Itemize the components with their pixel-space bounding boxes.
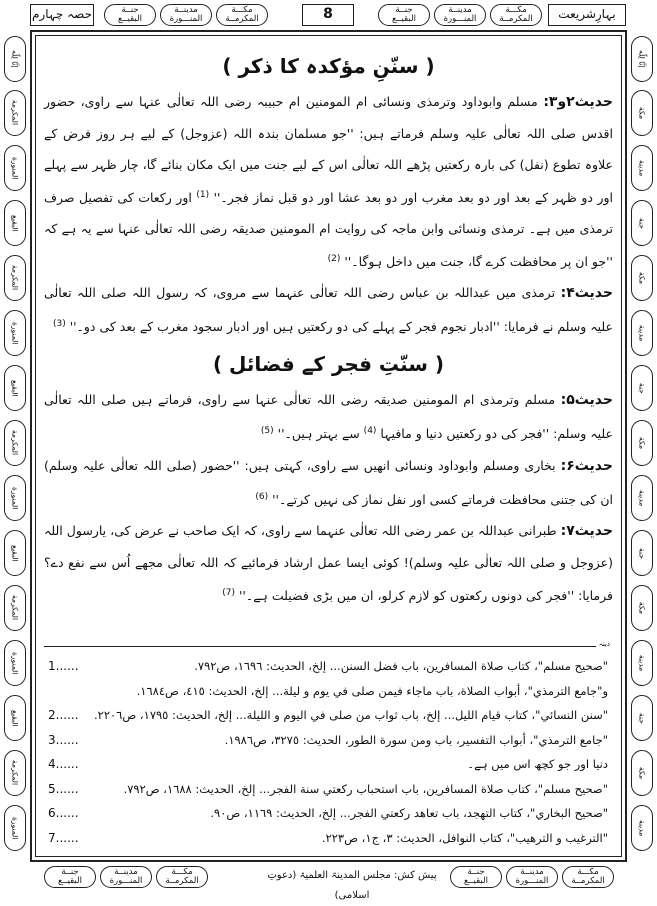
hadith-label: حدیث۲و۳: [543, 94, 613, 110]
side-badge-right-7: جنة [631, 365, 653, 411]
footnote-text: "صحيح مسلم"، كتاب صلاة المسافرين، باب استحباب ركعتي سنة الفجر... إلخ، الحديث: ١٦٨٨، ص٧٩٢. [123, 781, 608, 796]
footer-badge-baqi: جنــة البقيــع [44, 866, 96, 888]
footer-badge-baqi-2: جنــة البقيــع [450, 866, 502, 888]
footnote-text: "صحيح مسلم"، كتاب صلاة المسافرين، باب فضل السنن... إلخ، الحديث: ١٦٩٦، ص٧٩٢. [194, 659, 608, 673]
side-badge-left-3: المنورة [4, 145, 26, 191]
side-badge-left-4: البقيع [4, 200, 26, 246]
footnote-item [48, 778, 608, 803]
footnote-divider [44, 646, 613, 647]
badge-makka: مكـــة المكرمــة [216, 4, 268, 26]
footnote-ref[interactable]: (4) [363, 426, 377, 437]
footer-badge-makka: مكـــة المكرمــة [156, 866, 208, 888]
footer-badge-makka-2: مكـــة المكرمــة [562, 866, 614, 888]
side-badge-left-7: البقيع [4, 365, 26, 411]
side-badge-right-10: جنة [631, 530, 653, 576]
side-badge-left-15: المنورة [4, 805, 26, 851]
badge-madina-2: مدينــة المنـــورة [434, 4, 486, 26]
footnote-ref[interactable]: (6) [255, 491, 269, 502]
side-badge-left-5: المكرمة [4, 255, 26, 301]
hadith-text-continued: سے بہتر ہیں۔'' [277, 426, 360, 442]
footnote-ref[interactable]: (2) [327, 254, 341, 265]
hadith-2-3 [44, 86, 613, 277]
footnote-item [48, 802, 608, 827]
footnote-marker: دینہ [596, 640, 613, 648]
footnote-ref[interactable]: (5) [260, 426, 274, 437]
footnote-text: "صحيح البخاري"، كتاب التهجد، باب تعاهد ركعتي الفجر... إلخ، الحديث: ١١٦٩، ص٩٠. [210, 806, 608, 820]
footnote-text: و"جامع الترمذي"، أبواب الصلاة، باب ماجاء فيمن صلى في يوم و ليلة... إلخ، الحديث: ٤١٥، ص١٦٨٤. [136, 683, 608, 698]
footnotes-list [48, 655, 608, 851]
badge-madina: مدينــة المنـــورة [160, 4, 212, 26]
hadith-text-continued: اور رکعات کی تفصیل صرف ترمذی میں ہے۔ ترمذی ونسائی وابن ماجہ کی روایت ام المومنین صدیقہ رضی اللہ تعالٰی عنہا سے یہ ہے کہ ''جو ان پر محافظت کرے گا، جنت میں داخل ہوگا۔'' [44, 190, 613, 270]
hadith-6 [44, 450, 613, 515]
footnote-number: 6...... [48, 806, 79, 820]
page-number: 8 [302, 4, 354, 26]
hadith-label: حدیث۴: [560, 285, 613, 302]
footnote-ref[interactable]: (7) [222, 587, 236, 598]
footnote-item [48, 704, 608, 729]
side-badge-left-1: إنَّا لِلّٰه [4, 36, 26, 82]
hadith-text: مسلم وترمذی ام المومنین صدیقہ رضی اللہ تعالٰی عنہا سے راوی، فرماتے ہیں صلی اللہ تعالٰی علیہ وسلم: ''فجر کی دو رکعتیں دنیا و مافیہا [44, 392, 613, 442]
header-bar [0, 3, 657, 27]
side-badge-right-15: مدينة [631, 805, 653, 851]
side-badge-left-10: البقيع [4, 530, 26, 576]
footnote-text: "جامع الترمذي"، أبواب التفسير، باب ومن سورة الطور، الحديث: ٣٢٧٥، ص١٩٨٦. [224, 732, 608, 747]
side-badge-right-5: مكة [631, 255, 653, 301]
footnote-number: 4...... [48, 757, 79, 771]
part-label: حصہ چہارم [30, 4, 94, 26]
footnote-item [48, 655, 608, 680]
badge-baqi: جنــة البقيــع [104, 4, 156, 26]
footer-badge-madina-2: مدينــة المنـــورة [506, 866, 558, 888]
hadith-4 [44, 277, 613, 342]
side-badge-right-6: مدينة [631, 310, 653, 356]
footnote-item [48, 680, 608, 705]
hadith-label: حدیث۵: [560, 392, 613, 409]
side-badge-left-11: المكرمة [4, 585, 26, 631]
side-badge-left-12: المنورة [4, 640, 26, 686]
badge-makka-2: مكـــة المكرمــة [490, 4, 542, 26]
side-badge-left-9: المنورة [4, 475, 26, 521]
main-content [44, 44, 613, 611]
footnote-number: 3...... [48, 732, 79, 747]
section-heading-fajr-virtues: ( سنّتِ فجر کے فضائل ) [212, 352, 445, 377]
footnote-ref[interactable]: (1) [196, 190, 210, 200]
footer-badge-madina: مدينــة المنـــورة [100, 866, 152, 888]
footnote-text: دنیا اور جو کچھ اس میں ہے۔ [467, 757, 608, 771]
hadith-text: بخاری ومسلم وابوداود ونسائی انھیں سے راوی، کہتی ہیں: ''حضور (صلی اللہ تعالٰی علیہ وسلم) ان کی جتنی محافظت فرماتے کسی اور نفل نماز کی نہیں کرتے۔'' [44, 457, 613, 507]
footnote-item [48, 753, 608, 778]
badge-baqi-2: جنــة البقيــع [378, 4, 430, 26]
footnote-number: 1...... [48, 659, 79, 673]
side-badge-left-2: المكرمة [4, 90, 26, 136]
footnote-item [48, 729, 608, 754]
side-badge-right-14: مكة [631, 750, 653, 796]
hadith-label: حدیث۷: [560, 522, 613, 539]
section-heading-sunan-muakkada: ( سنّنِ مؤکدہ کا ذکر ) [222, 54, 435, 78]
hadith-text: ترمذی میں عبداللہ بن عباس رضی اللہ تعالٰی عنہما سے مروی، کہ رسول اللہ صلی اللہ تعالٰی علیہ وسلم نے فرمایا: ''ادبار نجوم فجر کے پہلے کی دو رکعتیں ہیں اور ادبار سجود مغرب کے بعد کی دو۔'' [44, 285, 613, 335]
side-badge-right-4: جنة [631, 200, 653, 246]
footnote-text: "الترغيب و الترهيب"، كتاب النوافل، الحديث: ٣، ج١، ص٢٢٣. [321, 830, 608, 845]
hadith-7 [44, 515, 613, 611]
footer-bar [0, 865, 657, 901]
footnote-number: 2...... [48, 708, 79, 722]
side-badge-left-13: البقيع [4, 695, 26, 741]
hadith-text: مسلم وابوداود وترمذی ونسائی ام المومنین ام حبیبہ رضی اللہ تعالٰی عنہا سے راوی، حضور اقدس صلی اللہ تعالٰی علیہ وسلم فرماتے ہیں: ''جو مسلمان بندہ اللہ (عزوجل) کے لیے ہر روز فرض کے علاوہ تطوع (نفل) کی بارہ رکعتیں پڑھے اللہ تعالٰی اس کے لیے جنت میں ایک مکان بنائے گا، چار ظہر سے پہلے اور دو ظہر کے بعد اور دو بعد مغرب اور دو بعد عشا اور دو قبل نماز فجر۔'' [44, 94, 613, 206]
side-badge-right-11: مكة [631, 585, 653, 631]
side-badge-right-13: جنة [631, 695, 653, 741]
side-badge-right-1: إنَّا لِلّٰه [631, 36, 653, 82]
side-badge-right-3: مدينة [631, 145, 653, 191]
footnote-number: 7...... [48, 830, 79, 845]
book-title: بہارِشریعت [548, 4, 626, 26]
hadith-text: طبرانی عبداللہ بن عمر رضی اللہ تعالٰی عنہما سے راوی، کہ ایک صاحب نے عرض کی، یارسول اللہ (عزوجل و صلی اللہ تعالٰی علیہ وسلم)! کوئی ایسا عمل ارشاد فرمائیے کہ اللہ تعالٰی مجھے اُس سے نفع دے؟ فرمایا: ''فجر کی دونوں رکعتوں کو لازم کرلو، ان میں بڑی فضیلت ہے۔'' [44, 522, 613, 603]
side-badge-right-8: مكة [631, 420, 653, 466]
side-badge-left-6: المنورة [4, 310, 26, 356]
hadith-label: حدیث۶: [560, 457, 613, 474]
footnote-item [48, 827, 608, 852]
side-badge-right-12: مدينة [631, 640, 653, 686]
side-badge-left-14: المكرمة [4, 750, 26, 796]
side-badge-right-2: مكة [631, 90, 653, 136]
publisher-credit: پیش کش: مجلس المدینۃ العلمیۃ (دعوتِ اسلامی) [267, 870, 437, 901]
hadith-5 [44, 384, 613, 449]
footnote-ref[interactable]: (3) [52, 319, 66, 330]
footnote-text: "سنن النسائي"، كتاب قيام الليل... إلخ، باب ثواب من صلى في اليوم و الليلة... إلخ، الحديث: ١٧٩٥، ص٢٢٠٦. [94, 708, 608, 722]
side-badge-left-8: المكرمة [4, 420, 26, 466]
footnote-number: 5...... [48, 781, 79, 796]
side-badge-right-9: مدينة [631, 475, 653, 521]
